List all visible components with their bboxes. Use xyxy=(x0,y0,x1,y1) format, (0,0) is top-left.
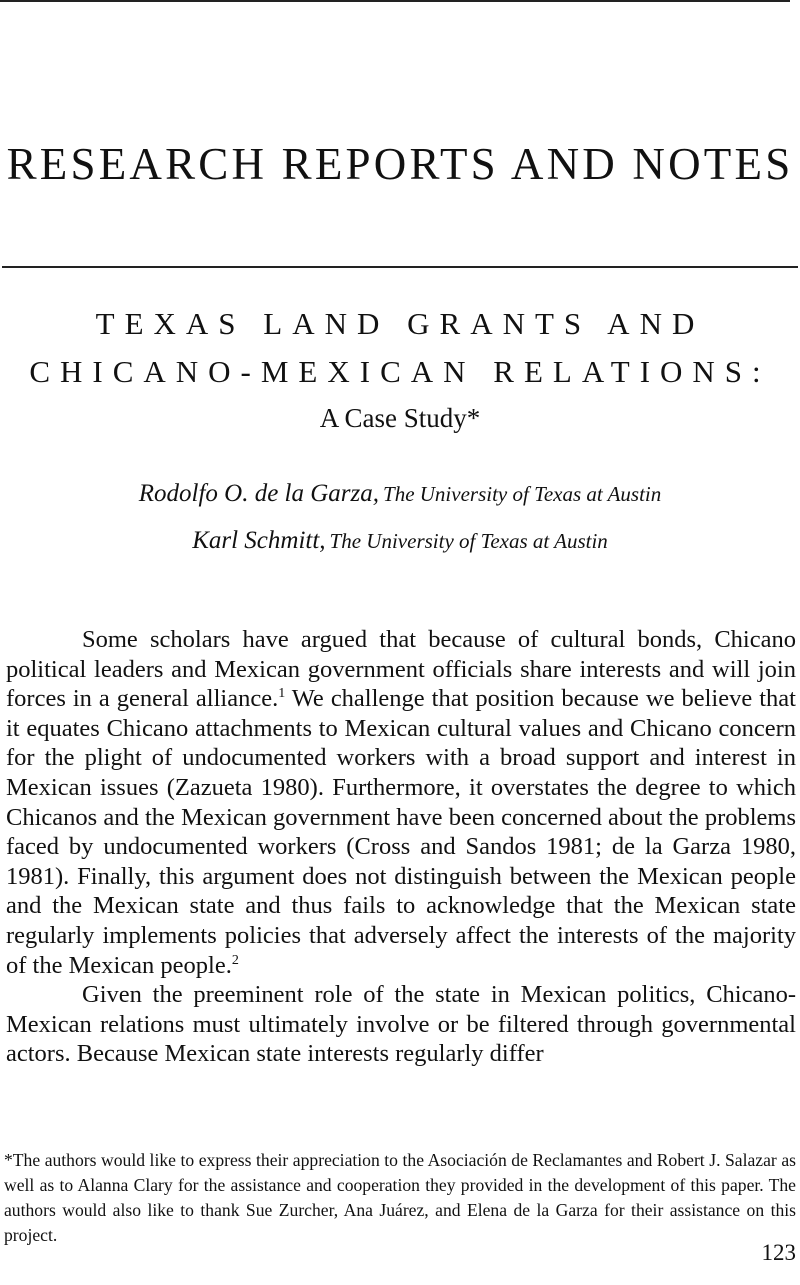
author-name: Karl Schmitt, xyxy=(192,527,326,554)
section-heading: RESEARCH REPORTS AND NOTES xyxy=(6,139,794,190)
author-name: Rodolfo O. de la Garza, xyxy=(138,480,380,507)
article-title-line-2: CHICANO-MEXICAN RELATIONS: xyxy=(29,354,771,389)
body-paragraph: Given the preeminent role of the state in Mexican politics, Chicano-Mexican relations must ultimately involve or be filtered through governmental actors. Because Mexican state interests regularly differ xyxy=(6,981,796,1068)
top-rule xyxy=(0,0,790,2)
footnote-reference[interactable]: 1 xyxy=(278,686,286,702)
body-text xyxy=(6,625,796,1069)
footnote-reference[interactable]: 2 xyxy=(231,952,239,968)
author-affiliation: The University of Texas at Austin xyxy=(383,482,662,506)
section-divider xyxy=(2,266,798,268)
author-entry xyxy=(0,519,800,566)
author-affiliation: The University of Texas at Austin xyxy=(329,529,608,553)
article-subtitle: A Case Study* xyxy=(319,403,481,433)
author-entry xyxy=(0,472,800,519)
acknowledgement-footnote: *The authors would like to express their appreciation to the Asociación de Reclamantes and Robert J. Salazar as well as to Alanna Clary for the assistance and cooperation they provided in the development of this paper. The authors would also like to thank Sue Zurcher, Ana Juárez, and Elena de la Garza for their assistance on this project. xyxy=(4,1150,796,1245)
article-title-line-1: TEXAS LAND GRANTS AND xyxy=(95,306,705,341)
page-number: 123 xyxy=(761,1240,796,1265)
article-title-block xyxy=(0,300,800,438)
author-list xyxy=(0,472,800,566)
body-text-segment: We challenge that position because we believe that it equates Chicano attachments to Mexican cultural values and Chicano concern for the plight of undocumented workers with a broad support and interest in Mexican issues (Zazueta 1980). Furthermore, it overstates the degree to which Chicanos and the Mexican government have been concerned about the problems faced by undocumented workers (Cross and Sandos 1981; de la Garza 1980, 1981). Finally, this argument does not distinguish between the Mexican people and the Mexican state and thus fails to acknowledge that the Mexican state regularly implements policies that adversely affect the interests of the majority of the Mexican people. xyxy=(6,685,796,979)
body-text-segment: Some scholars have argued that because of cultural bonds, Chicano political leaders and Mexican government officials share interests and will join forces in a general alliance. xyxy=(6,626,796,713)
body-paragraph xyxy=(6,625,796,980)
